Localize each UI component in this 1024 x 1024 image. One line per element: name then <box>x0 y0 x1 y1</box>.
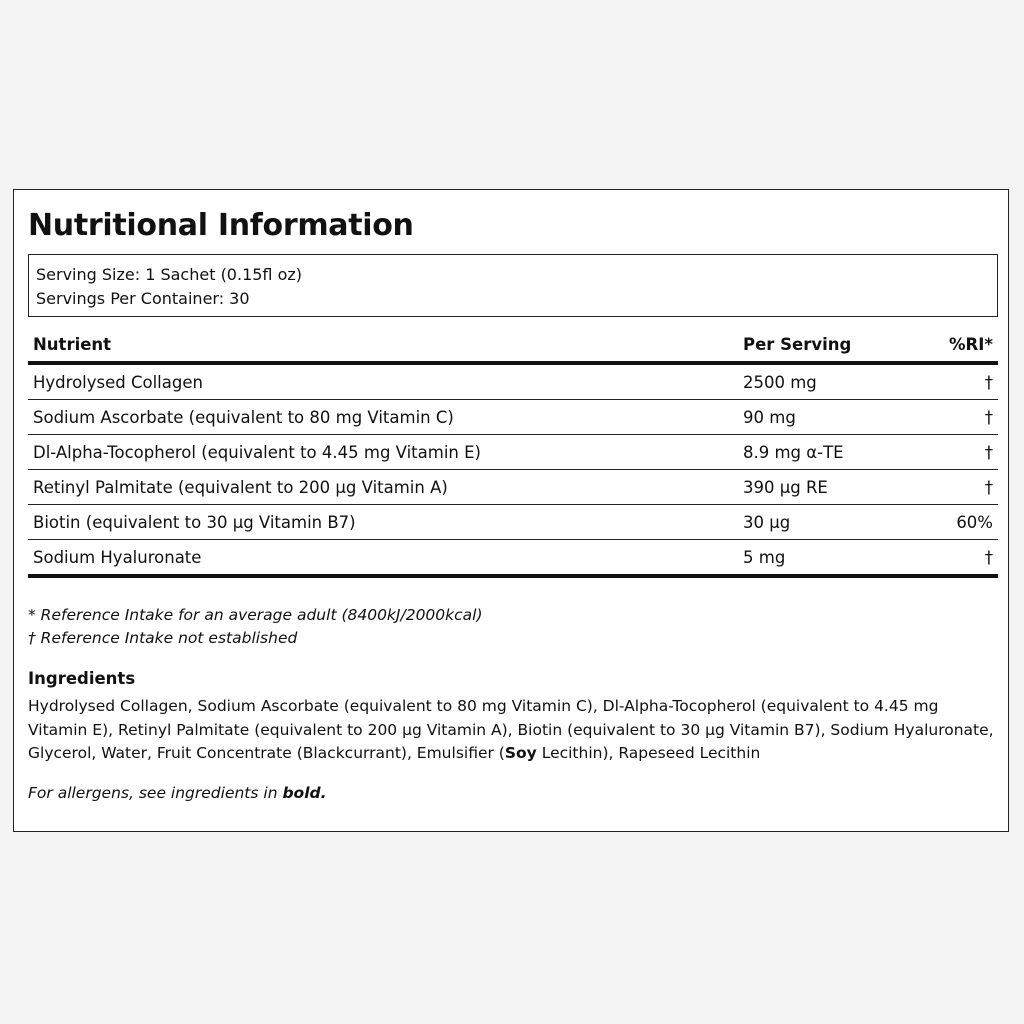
nutrition-panel <box>13 189 1009 832</box>
footnote-reference-intake: * Reference Intake for an average adult (8400kJ/2000kcal) <box>28 606 483 624</box>
nutrient-ri: † <box>928 540 998 577</box>
nutrient-ri: † <box>928 363 998 400</box>
table-row <box>28 470 998 505</box>
ingredients-list <box>28 695 1000 766</box>
serving-info-box <box>28 254 998 317</box>
table-row <box>28 435 998 470</box>
nutrient-ri: † <box>928 435 998 470</box>
allergen-note-bold: bold. <box>282 784 327 802</box>
header-ri: %RI* <box>928 327 998 363</box>
allergen-note-text: For allergens, see ingredients in <box>28 784 283 802</box>
table-row <box>28 400 998 435</box>
allergen-note <box>28 781 327 805</box>
ingredients-heading: Ingredients <box>28 669 136 688</box>
nutrient-name: Sodium Hyaluronate <box>28 540 738 577</box>
nutrient-per-serving: 90 mg <box>738 400 928 435</box>
serving-size: Serving Size: 1 Sachet (0.15fl oz) <box>36 265 303 284</box>
header-per-serving: Per Serving <box>738 327 928 363</box>
nutrient-name: Sodium Ascorbate (equivalent to 80 mg Vitamin C) <box>28 400 738 435</box>
nutrition-table <box>28 327 998 578</box>
table-row <box>28 540 998 577</box>
nutrient-per-serving: 30 µg <box>738 505 928 540</box>
header-nutrient: Nutrient <box>28 327 738 363</box>
nutrient-ri: † <box>928 400 998 435</box>
ingredients-text-end: Lecithin), Rapeseed Lecithin <box>536 744 761 762</box>
nutrient-name: Dl-Alpha-Tocopherol (equivalent to 4.45 mg Vitamin E) <box>28 435 738 470</box>
nutrient-per-serving: 390 µg RE <box>738 470 928 505</box>
ingredients-text-start: Hydrolysed Collagen, Sodium Ascorbate (equivalent to 80 mg Vitamin C), Dl-Alpha-Tocopherol (equivalent to 4.45 mg Vitamin E), Retinyl Palmitate (equivalent to 200 µg Vitamin A), Biotin (equivalent to 30 µg Vitamin B7), Sodium Hyaluronate, Glycerol, Water, Fruit Concentrate (Blackcurrant), Emulsifier ( <box>28 697 994 762</box>
nutrient-ri: † <box>928 470 998 505</box>
page-title: Nutritional Information <box>28 208 414 243</box>
nutrient-per-serving: 2500 mg <box>738 363 928 400</box>
nutrient-name: Hydrolysed Collagen <box>28 363 738 400</box>
table-row <box>28 363 998 400</box>
nutrient-name: Biotin (equivalent to 30 µg Vitamin B7) <box>28 505 738 540</box>
table-header-row <box>28 327 998 363</box>
allergen-highlight: Soy <box>504 744 537 762</box>
servings-per-container: Servings Per Container: 30 <box>36 289 250 308</box>
nutrient-per-serving: 8.9 mg α-TE <box>738 435 928 470</box>
nutrient-ri: 60% <box>928 505 998 540</box>
table-row <box>28 505 998 540</box>
nutrient-name: Retinyl Palmitate (equivalent to 200 µg Vitamin A) <box>28 470 738 505</box>
footnotes <box>28 604 483 650</box>
footnote-not-established: † Reference Intake not established <box>28 629 298 647</box>
nutrient-per-serving: 5 mg <box>738 540 928 577</box>
